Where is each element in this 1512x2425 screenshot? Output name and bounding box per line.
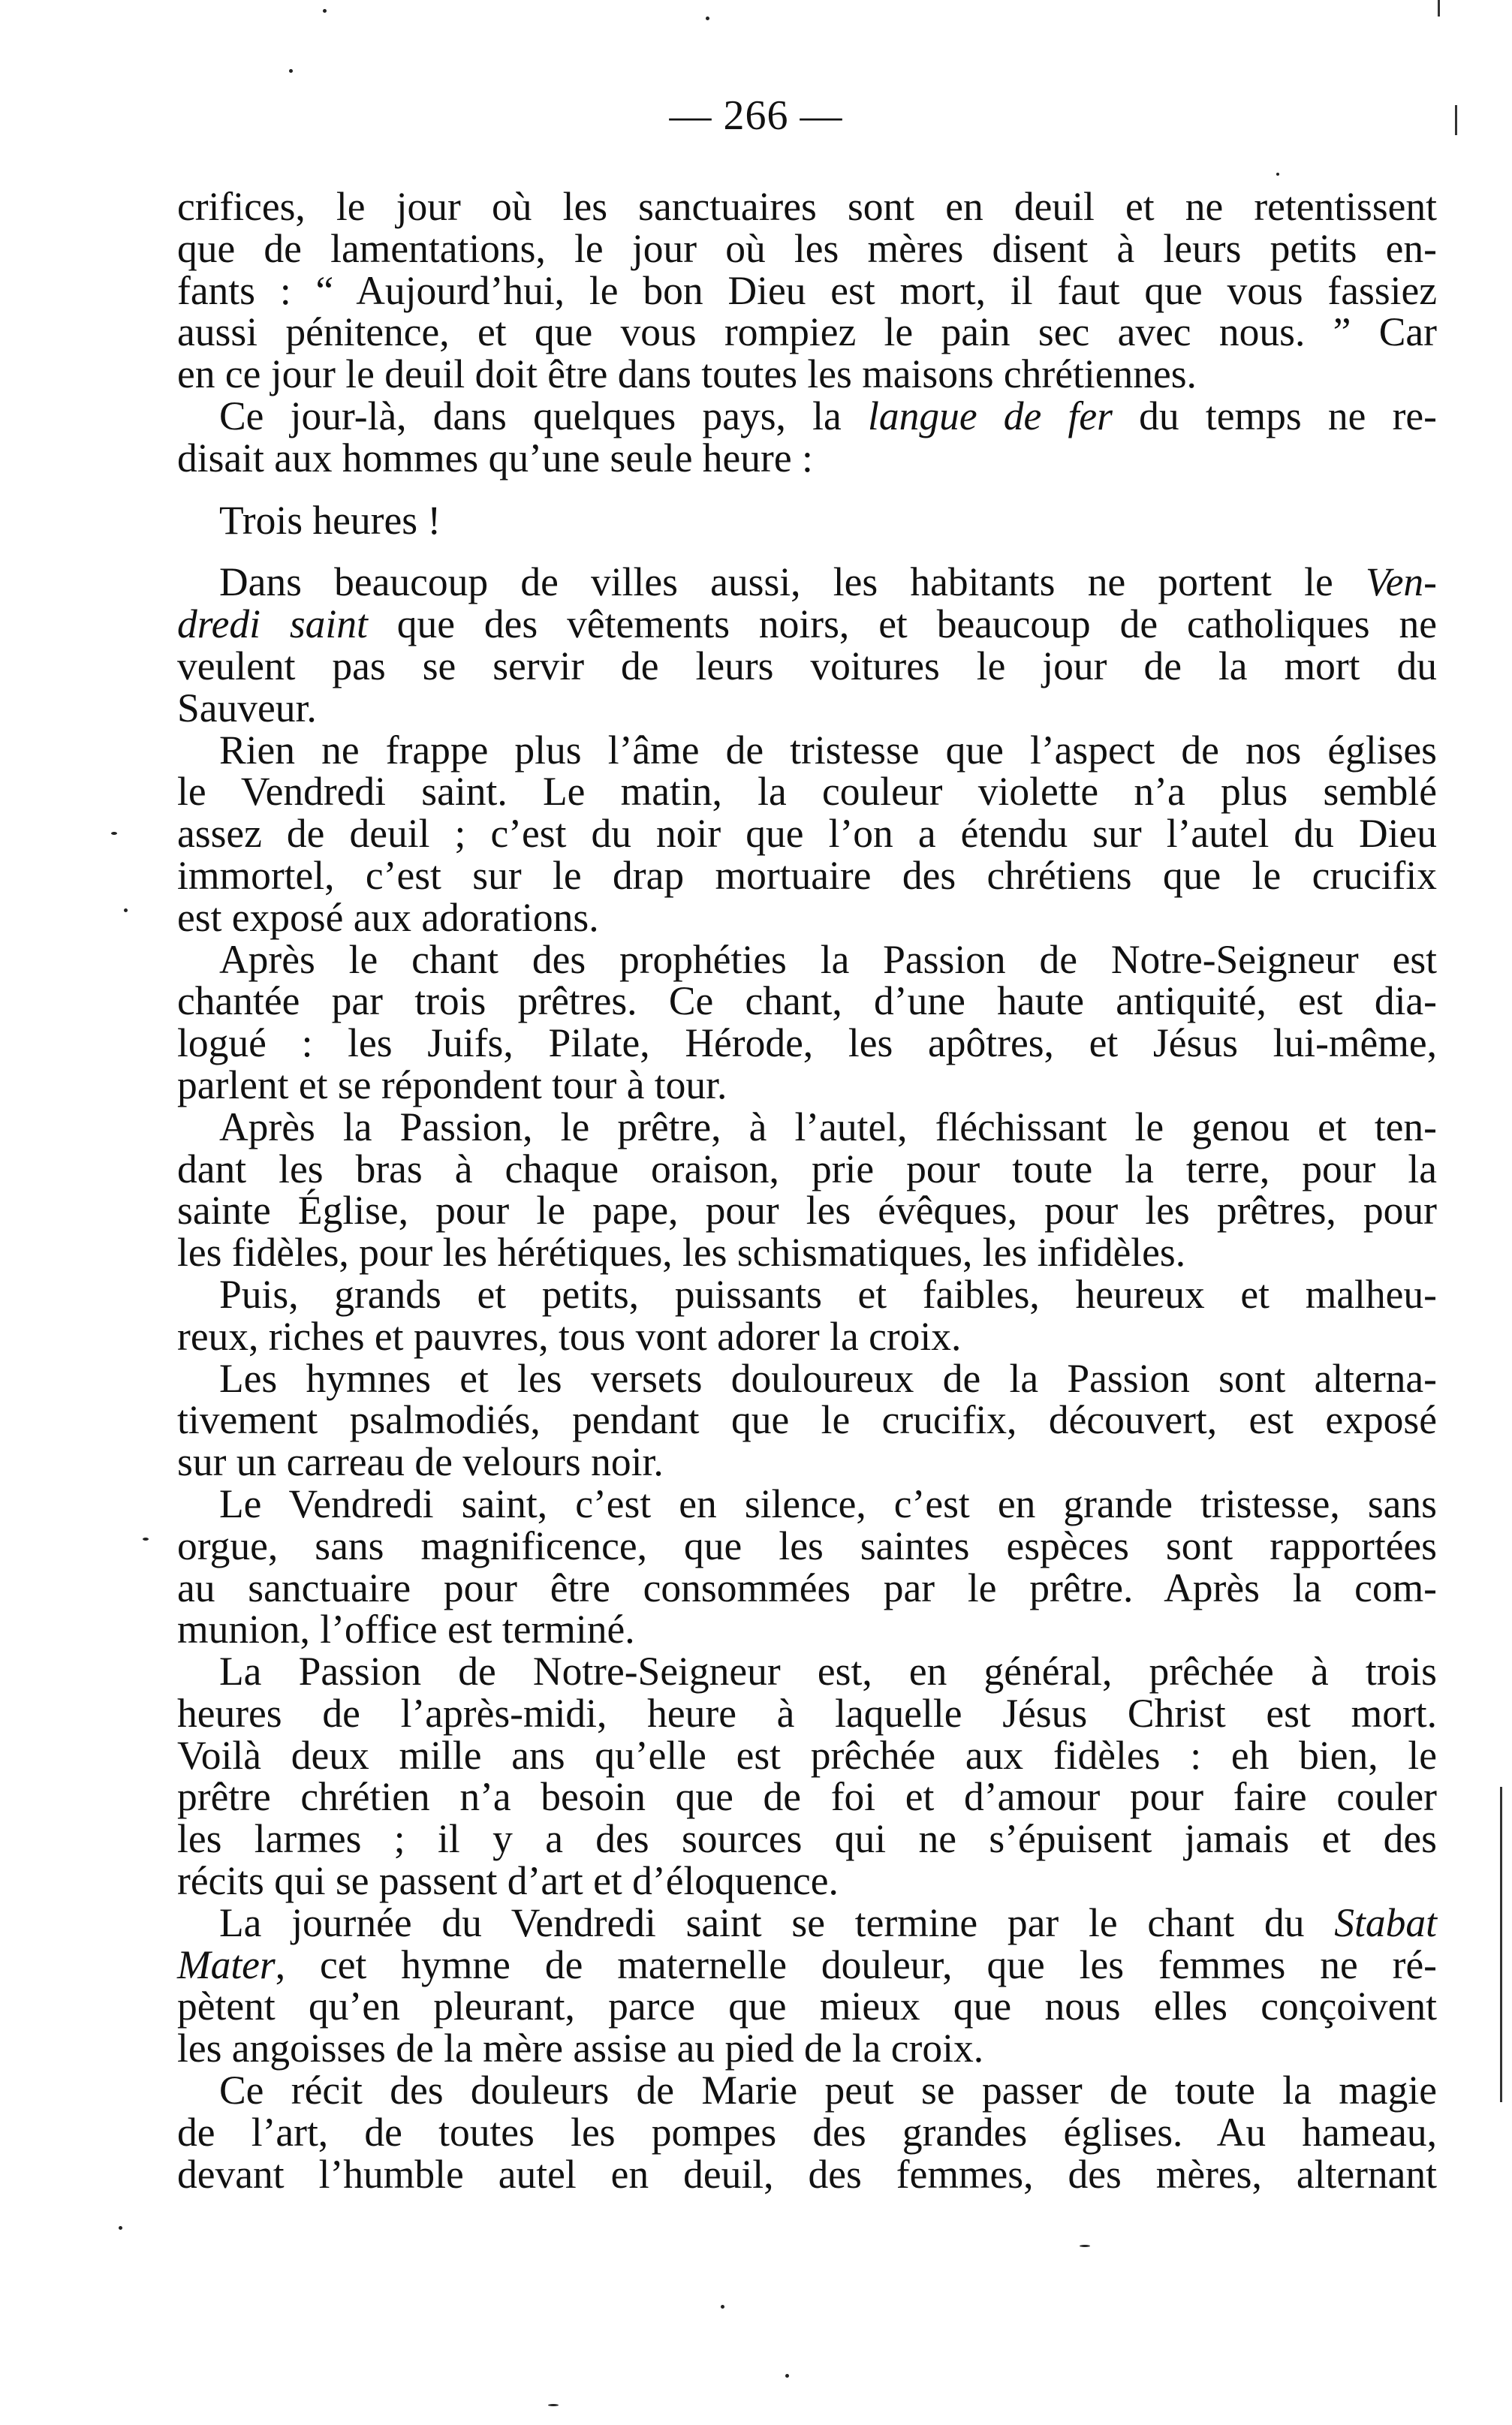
text-line: veulent pas se servir de leurs voitures le jour de la mort du (177, 643, 1437, 688)
text-line: assez de deuil ; c’est du noir que l’on a étendu sur l’autel du Dieu (177, 811, 1437, 857)
text-line: La journée du Vendredi saint se termine par le chant du Stabat (219, 1899, 1437, 1945)
scan-speck (143, 1538, 149, 1541)
text-line: parlent et se répondent tour à tour. (177, 1062, 727, 1107)
scan-speck (124, 908, 128, 912)
margin-mark (1438, 0, 1440, 17)
text-line: Mater, cet hymne de maternelle douleur, que les femmes ne ré- (177, 1942, 1437, 1987)
text-line: sur un carreau de velours noir. (177, 1439, 664, 1485)
page-number: — 266 — (669, 92, 843, 139)
scan-speck (706, 17, 709, 20)
text-line: reux, riches et pauvres, tous vont adorer la croix. (177, 1313, 962, 1359)
text-line: Après le chant des prophéties la Passion de Notre-Seigneur est (219, 936, 1437, 982)
text-line: chantée par trois prêtres. Ce chant, d’une haute antiquité, est dia- (177, 978, 1437, 1024)
text-line: immortel, c’est sur le drap mortuaire des chrétiens que le crucifix (177, 852, 1437, 898)
text-line: est exposé aux adorations. (177, 894, 599, 940)
text-line: pètent qu’en pleurant, parce que mieux que nous elles conçoivent (177, 1984, 1437, 2029)
scan-speck (1080, 2245, 1090, 2247)
text-line: au sanctuaire pour être consommées par le prêtre. Après la com- (177, 1565, 1437, 1610)
text-line: munion, l’office est terminé. (177, 1607, 635, 1652)
text-line: récits qui se passent d’art et d’éloquence. (177, 1858, 839, 1904)
text-line: Le Vendredi saint, c’est en silence, c’est en grande tristesse, sans (219, 1481, 1437, 1526)
text-line: heures de l’après-midi, heure à laquelle Jésus Christ est mort. (177, 1690, 1437, 1736)
text-line: Les hymnes et les versets douloureux de la Passion sont alterna- (219, 1355, 1437, 1401)
text-line: disait aux hommes qu’une seule heure : (177, 435, 813, 480)
scan-speck (785, 2374, 789, 2378)
text-line: aussi pénitence, et que vous rompiez le pain sec avec nous. ” Car (177, 309, 1437, 355)
text-line: Ce récit des douleurs de Marie peut se passer de toute la magie (219, 2068, 1437, 2113)
text-line: tivement psalmodiés, pendant que le crucifix, découvert, est exposé (177, 1397, 1437, 1443)
text-line: Puis, grands et petits, puissants et faibles, heureux et malheu- (219, 1271, 1437, 1317)
italic-phrase: Mater (177, 1942, 276, 1987)
body-text (177, 186, 1437, 2195)
italic-phrase: Ven- (1365, 559, 1437, 605)
text-line: Rien ne frappe plus l’âme de tristesse que l’aspect de nos églises (219, 727, 1437, 773)
text-line: que de lamentations, le jour où les mères disent à leurs petits en- (177, 225, 1437, 271)
text-line: dredi saint que des vêtements noirs, et beaucoup de catholiques ne (177, 601, 1437, 647)
text-line: crifices, le jour où les sanctuaires sont en deuil et ne retentissent (177, 184, 1437, 229)
text-line: orgue, sans magnificence, que les saintes espèces sont rapportées (177, 1523, 1437, 1568)
text-line: Sauveur. (177, 685, 317, 731)
text-line: Ce jour-là, dans quelques pays, la langue de fer du temps ne re- (219, 393, 1437, 438)
italic-phrase: dredi saint (177, 601, 368, 647)
text-line: Après la Passion, le prêtre, à l’autel, fléchissant le genou et ten- (219, 1104, 1437, 1149)
scan-speck (289, 69, 293, 73)
text-line: en ce jour le deuil doit être dans toutes les maisons chrétiennes. (177, 351, 1197, 397)
text-line: Dans beaucoup de villes aussi, les habitants ne portent le Ven- (219, 559, 1437, 605)
text-line: logué : les Juifs, Pilate, Hérode, les apôtres, et Jésus lui-même, (177, 1020, 1437, 1066)
text-line: prêtre chrétien n’a besoin que de foi et d’amour pour faire couler (177, 1774, 1437, 1820)
text-line: sainte Église, pour le pape, pour les évêques, pour les prêtres, pour (177, 1188, 1437, 1234)
text-line: Voilà deux mille ans qu’elle est prêchée aux fidèles : eh bien, le (177, 1732, 1437, 1778)
scan-speck (111, 832, 117, 835)
text-line: de l’art, de toutes les pompes des grandes églises. Au hameau, (177, 2109, 1437, 2155)
text-line: fants : “ Aujourd’hui, le bon Dieu est mort, il faut que vous fassiez (177, 267, 1437, 313)
text-line: les angoisses de la mère assise au pied de la croix. (177, 2026, 984, 2071)
text-line: devant l’humble autel en deuil, des femmes, des mères, alternant (177, 2151, 1437, 2197)
text-line: dant les bras à chaque oraison, prie pour toute la terre, pour la (177, 1146, 1437, 1191)
text-line: le Vendredi saint. Le matin, la couleur violette n’a plus semblé (177, 769, 1437, 815)
scan-speck (119, 2226, 122, 2230)
italic-phrase: langue de fer (867, 393, 1113, 438)
margin-mark (1500, 1787, 1502, 2102)
italic-phrase: Stabat (1334, 1899, 1437, 1945)
text-line: les larmes ; il y a des sources qui ne s’épuisent jamais et des (177, 1816, 1437, 1862)
scan-speck (548, 2404, 559, 2406)
scan-speck (721, 2305, 724, 2309)
scan-speck (1276, 173, 1279, 176)
text-line: La Passion de Notre-Seigneur est, en général, prêchée à trois (219, 1649, 1437, 1694)
text-line: Trois heures ! (219, 497, 441, 543)
margin-mark (1455, 105, 1457, 135)
scan-speck (323, 9, 327, 13)
text-line: les fidèles, pour les hérétiques, les schismatiques, les infidèles. (177, 1230, 1186, 1276)
